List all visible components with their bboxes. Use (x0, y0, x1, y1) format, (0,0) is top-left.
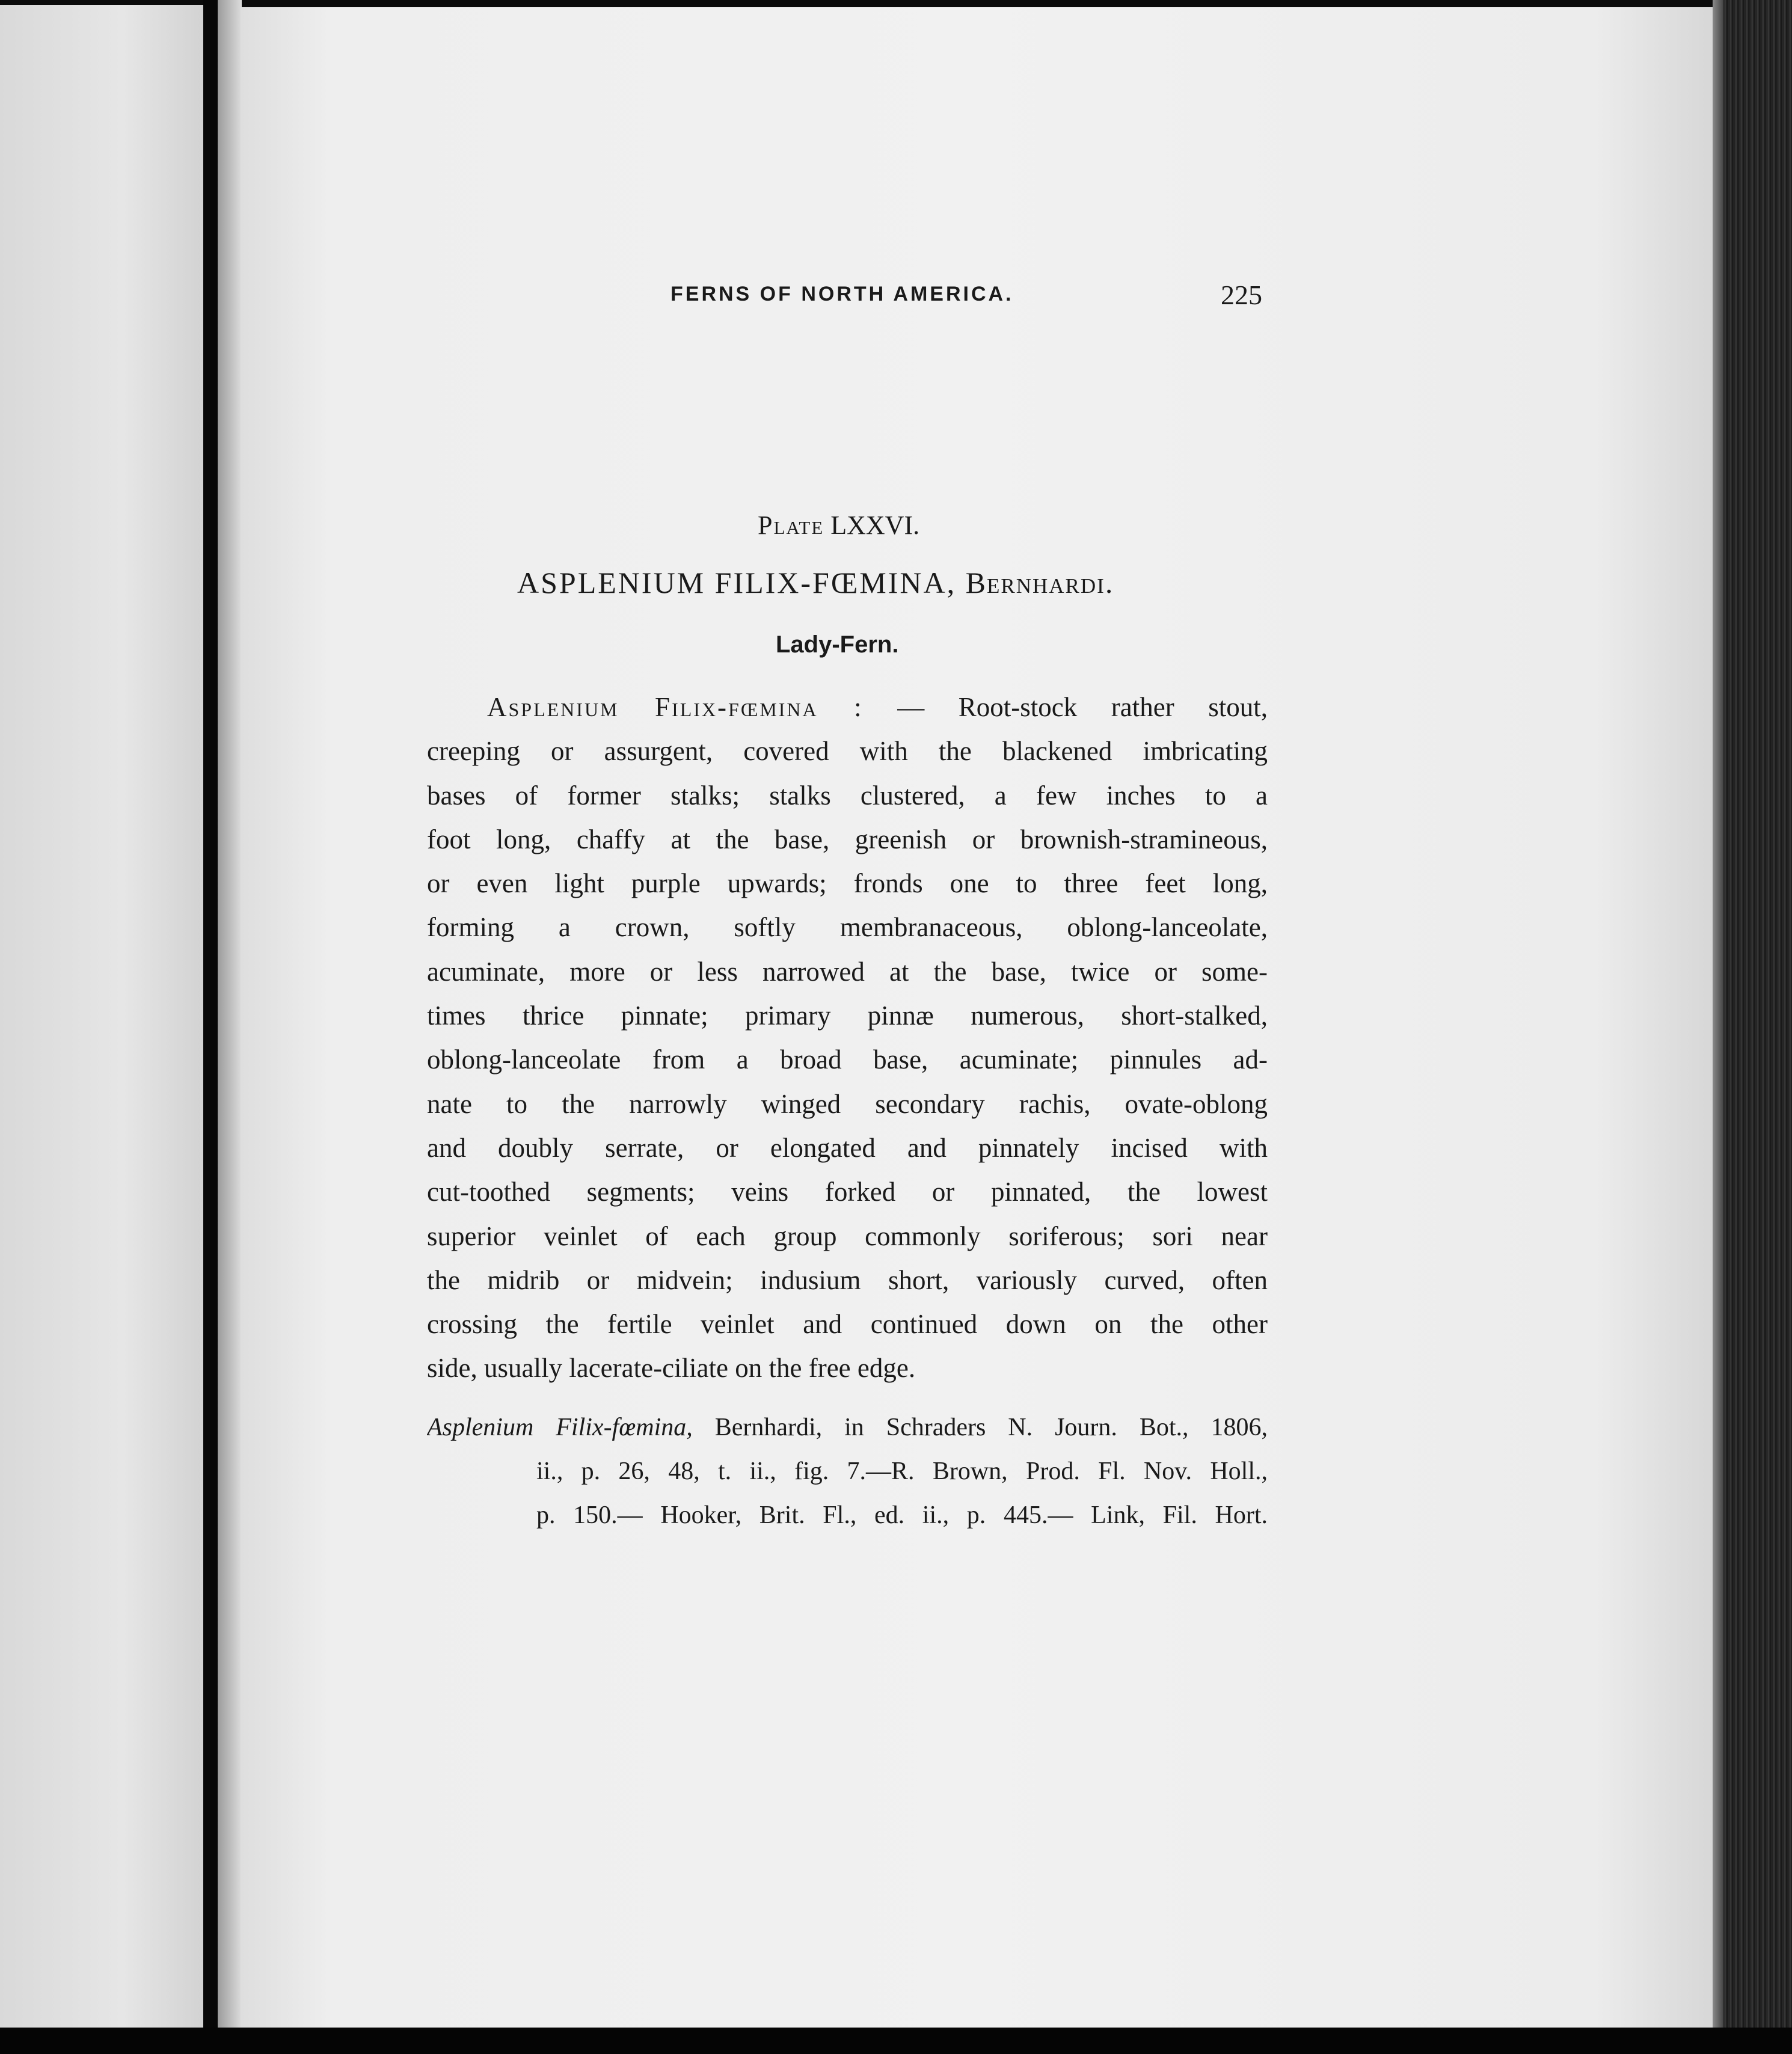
plate-word: Plate (758, 510, 824, 540)
reference-line: p. 150.— Hooker, Brit. Fl., ed. ii., p. 445.— Link, Fil. Hort. (536, 1501, 1268, 1529)
page-number: 225 (1221, 280, 1262, 310)
description-line: the midrib or midvein; indusium short, variously curved, often (427, 1265, 1268, 1295)
running-title: FERNS OF NORTH AMERICA. (670, 283, 1014, 305)
description-line: superior veinlet of each group commonly soriferous; sori near (427, 1221, 1268, 1251)
species-author: Bernhardi. (965, 566, 1114, 599)
description-line: bases of former stalks; stalks clustered, a few inches to a (427, 780, 1268, 811)
description-line: and doubly serrate, or elongated and pinnately incised with (427, 1132, 1268, 1163)
species-description (427, 685, 1268, 1391)
reference-italic-name: Asplenium Filix-fœmina, (427, 1414, 693, 1441)
reference-line: ii., p. 26, 48, t. ii., fig. 7.—R. Brown, Prod. Fl. Nov. Holl., (536, 1458, 1268, 1485)
facing-page-edge (0, 5, 204, 2028)
plate-label (758, 510, 919, 541)
plate-numeral: LXXVI. (830, 510, 920, 540)
description-line: crossing the fertile veinlet and continued down on the other (427, 1309, 1268, 1340)
description-line: creeping or assurgent, covered with the blackened imbricating (427, 736, 1268, 767)
common-name: Lady-Fern. (776, 631, 899, 658)
species-name: ASPLENIUM FILIX-FŒMINA, (517, 566, 957, 599)
description-lead: Asplenium Filix-fœmina : (487, 692, 864, 722)
scan-bottom-border (0, 2028, 1792, 2054)
description-line: cut-toothed segments; veins forked or pinnated, the lowest (427, 1177, 1268, 1207)
description-line: nate to the narrowly winged secondary rachis, ovate-oblong (427, 1088, 1268, 1119)
description-line: forming a crown, softly membranaceous, oblong-lanceolate, (427, 912, 1268, 943)
description-line: side, usually lacerate-ciliate on the free edge. (427, 1353, 916, 1384)
species-title (517, 565, 1114, 600)
gutter-fold-shadow (218, 0, 242, 2032)
bibliographic-references (427, 1406, 1268, 1537)
description-line: acuminate, more or less narrowed at the base, twice or some- (427, 956, 1268, 987)
description-line: times thrice pinnate; primary pinnæ numerous, short-stalked, (427, 1001, 1268, 1031)
description-line: foot long, chaffy at the base, greenish or brownish-stramineous, (427, 824, 1268, 854)
description-line: Asplenium Filix-fœmina : — Root-stock rather stout, (487, 692, 1268, 722)
description-line: or even light purple upwards; fronds one to three feet long, (427, 868, 1268, 899)
reference-line: Asplenium Filix-fœmina, Bernhardi, in Schraders N. Journ. Bot., 1806, (427, 1414, 1268, 1441)
scan-top-border (0, 0, 1792, 7)
description-line: oblong-lanceolate from a broad base, acuminate; pinnules ad- (427, 1044, 1268, 1075)
page-stack-edges (1713, 0, 1792, 2032)
